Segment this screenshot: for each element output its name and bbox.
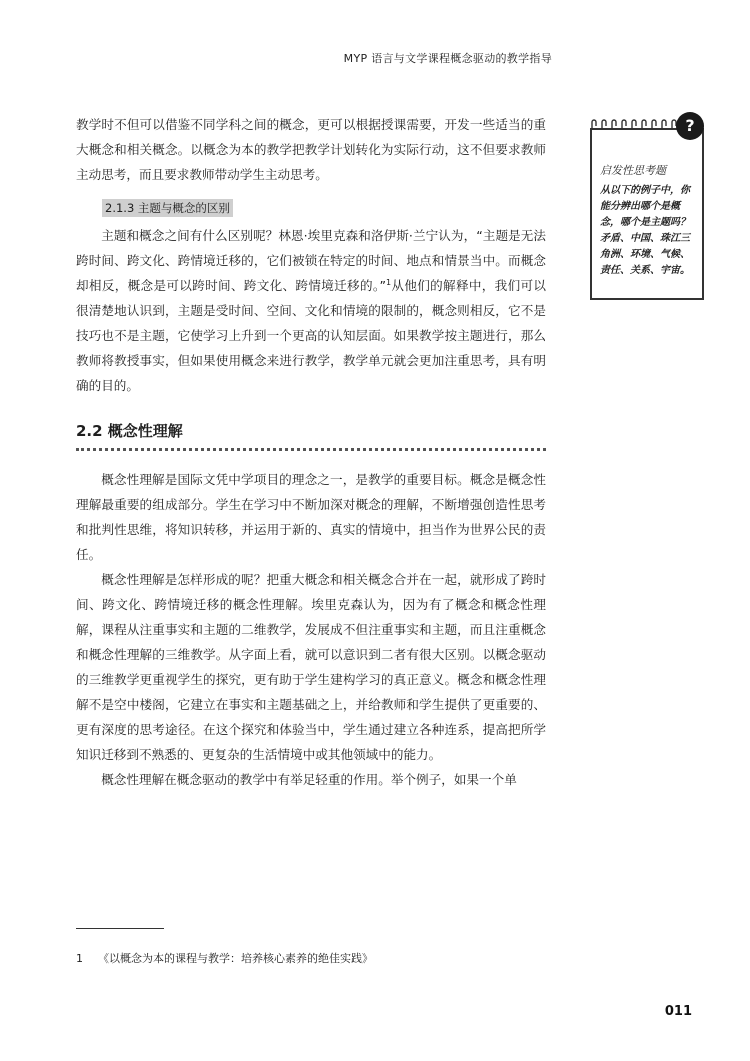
running-header: MYP 语言与文学课程概念驱动的教学指导 bbox=[343, 52, 552, 65]
paragraph-text: 从他们的解释中，我们可以很清楚地认识到，主题是受时间、空间、文化和情境的限制的，概念则相反，它不是技巧也不是主题，它使学习上升到一个更高的认知层面。如果教学按主题进行，那么教师将教授事实，但如果使用概念来进行教学，教学单元就会更加注重思考，具有明确的目的。 bbox=[76, 278, 547, 393]
notebook-rings-icon bbox=[588, 118, 678, 132]
subsection-heading: 2.1.3 主题与概念的区别 bbox=[102, 199, 233, 217]
note-text: 从以下的例子中，你能分辨出哪个是概念，哪个是主题吗？矛盾、中国、珠江三角洲、环境、气候、责任、关系、宇宙。 bbox=[600, 185, 690, 276]
paragraph-text: 主题和概念之间有什么区别呢？林恩·埃里克森和洛伊斯·兰宁认为，“主题是无法跨时间、跨文化、跨情境迁移的，它们被锁在特定的时间、地点和情景当中。而概念却相反，概念是可以跨时间、跨文化、跨情境迁移的。” bbox=[76, 228, 546, 293]
paragraph: 概念性理解在概念驱动的教学中有举足轻重的作用。举个例子，如果一个单 bbox=[101, 772, 517, 787]
footnote-reference[interactable]: 1 bbox=[386, 277, 392, 287]
footnote-divider bbox=[76, 928, 164, 929]
section-heading: 2.2 概念性理解 bbox=[76, 420, 546, 451]
paragraph: 概念性理解是怎样形成的呢？把重大概念和相关概念合并在一起，就形成了跨时间、跨文化、跨情境迁移的概念性理解。埃里克森认为，因为有了概念和概念性理解，课程从注重事实和主题的二维教学，发展成不但注重事实和主题，而且注重概念和概念性理解的三维教学。从字面上看，就可以意识到二者有很大区别。以概念驱动的三维教学更重视学生的探究，更有助于学生建构学习的真正意义。概念和概念性理解不是空中楼阁，它建立在事实和主题基础之上，并给教师和学生提供了更重要的、更有深度的思考途径。在这个探究和体验当中，学生通过建立各种连系，提高把所学知识迁移到不熟悉的、更复杂的生活情境中或其他领域中的能力。 bbox=[76, 572, 546, 762]
note-title: 启发性思考题 bbox=[600, 164, 666, 177]
question-mark-icon: ? bbox=[676, 112, 704, 140]
footnote-number: 1 bbox=[76, 952, 83, 965]
paragraph: 教学时不但可以借鉴不同学科之间的概念，更可以根据授课需要，开发一些适当的重大概念和相关概念。以概念为本的教学把教学计划转化为实际行动，这不但要求教师主动思考，而且要求教师带动学生主动思考。 bbox=[76, 117, 546, 182]
paragraph bbox=[76, 223, 546, 398]
page-number: 011 bbox=[664, 1004, 692, 1019]
main-text bbox=[76, 112, 546, 792]
paragraph: 概念性理解是国际文凭中学项目的理念之一，是教学的重要目标。概念是概念性理解最重要的组成部分。学生在学习中不断加深对概念的理解，不断增强创造性思考和批判性思维，将知识转移，并运用于新的、真实的情境中，担当作为世界公民的责任。 bbox=[76, 472, 546, 562]
footnote-text: 《以概念为本的课程与教学：培养核心素养的绝佳实践》 bbox=[98, 952, 373, 965]
footnote bbox=[76, 950, 373, 966]
